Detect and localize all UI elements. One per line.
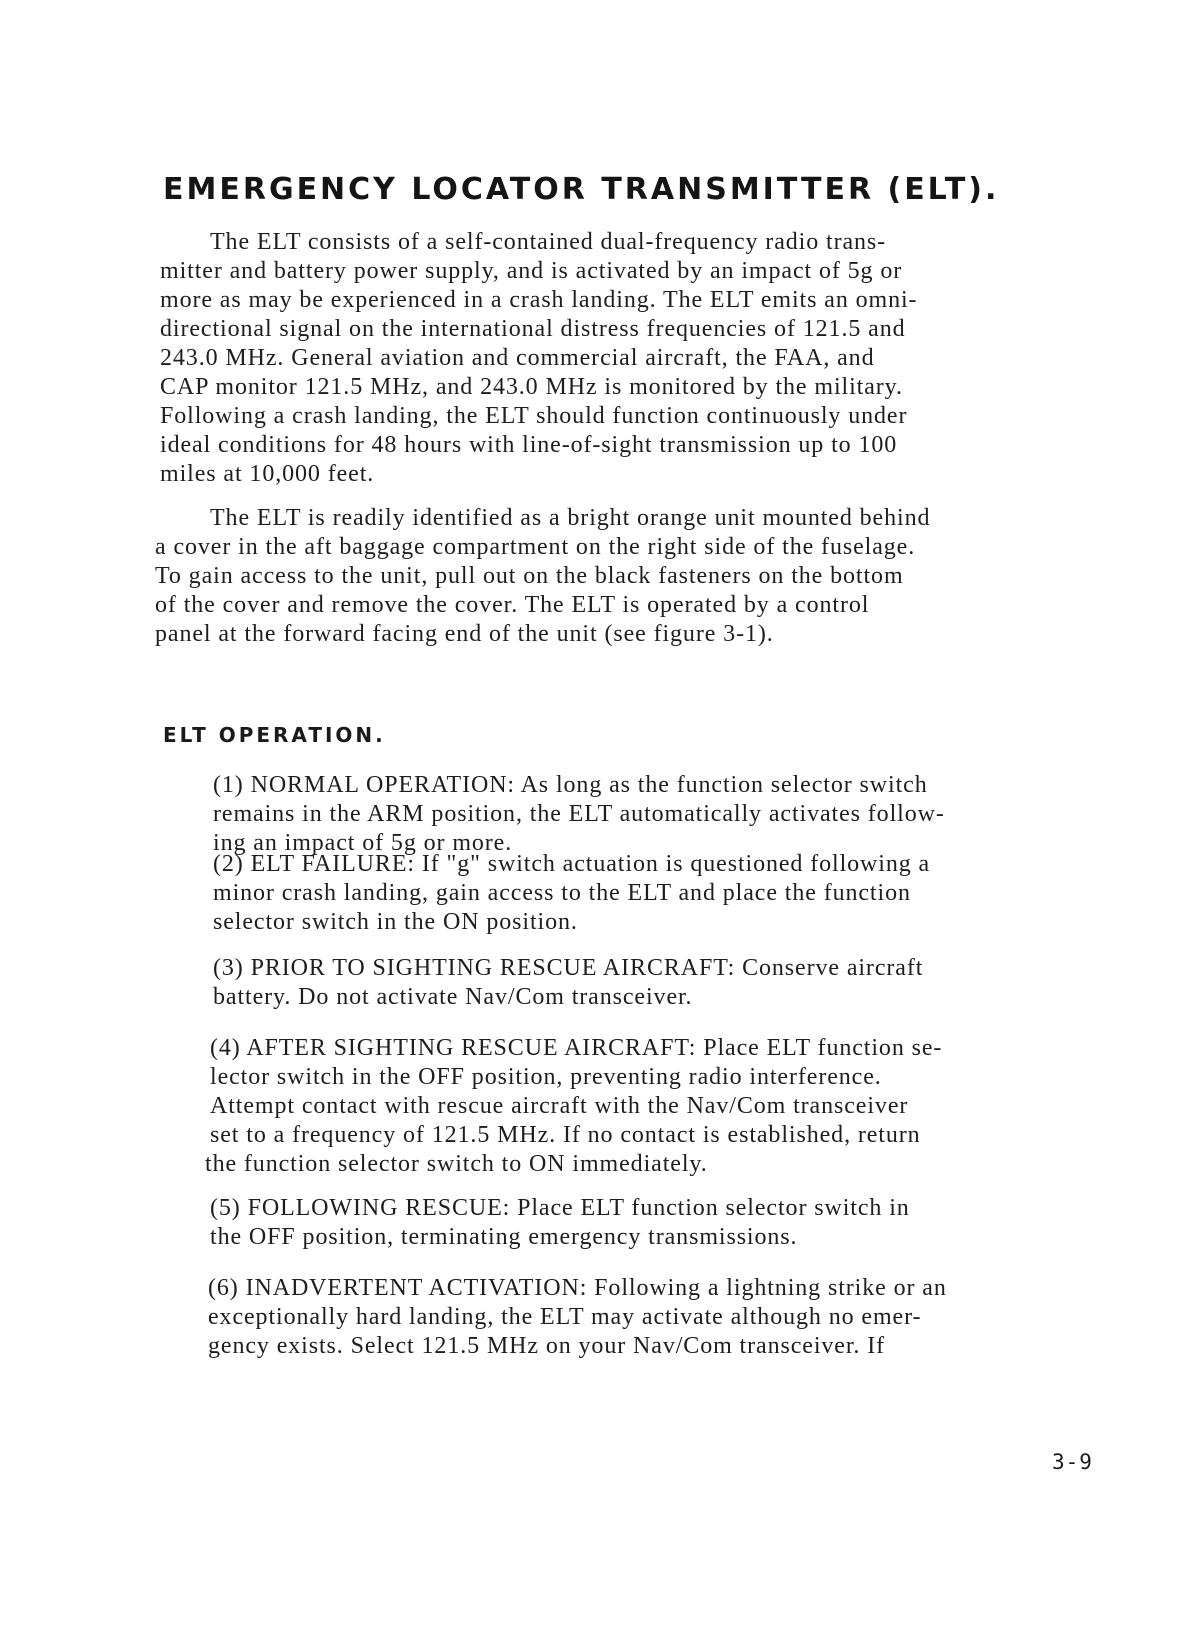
paragraph-line: 243.0 MHz. General aviation and commercial aircraft, the FAA, and xyxy=(160,345,875,371)
item-line: the function selector switch to ON immediately. xyxy=(205,1151,708,1177)
paragraph-line: miles at 10,000 feet. xyxy=(160,461,375,487)
item-line: (4) AFTER SIGHTING RESCUE AIRCRAFT: Place ELT function se- xyxy=(210,1035,943,1061)
paragraph-line: more as may be experienced in a crash landing. The ELT emits an omni- xyxy=(160,287,918,313)
item-line: the OFF position, terminating emergency transmissions. xyxy=(210,1224,798,1250)
item-line: lector switch in the OFF position, preventing radio interference. xyxy=(210,1064,882,1090)
item-line: (1) NORMAL OPERATION: As long as the function selector switch xyxy=(213,772,928,798)
item-line: minor crash landing, gain access to the ELT and place the function xyxy=(213,880,911,906)
item-line: remains in the ARM position, the ELT automatically activates follow- xyxy=(213,801,945,827)
operation-item xyxy=(208,1274,947,1361)
paragraph-line: To gain access to the unit, pull out on the black fasteners on the bottom xyxy=(155,563,904,589)
operation-item xyxy=(210,1194,910,1252)
item-line: gency exists. Select 121.5 MHz on your Nav/Com transceiver. If xyxy=(208,1333,885,1359)
paragraph-line: mitter and battery power supply, and is activated by an impact of 5g or xyxy=(160,258,903,284)
item-line: exceptionally hard landing, the ELT may activate although no emer- xyxy=(208,1304,922,1330)
operation-item xyxy=(205,1034,943,1179)
section-title: EMERGENCY LOCATOR TRANSMITTER (ELT). xyxy=(163,172,1000,207)
paragraph-line: Following a crash landing, the ELT should function continuously under xyxy=(160,403,908,429)
paragraph-line: The ELT consists of a self-contained dual-frequency radio trans- xyxy=(210,229,887,255)
intro-paragraph xyxy=(160,228,917,489)
item-line: Attempt contact with rescue aircraft with the Nav/Com transceiver xyxy=(210,1093,909,1119)
paragraph-line: a cover in the aft baggage compartment on the right side of the fuselage. xyxy=(155,534,916,560)
paragraph-line: ideal conditions for 48 hours with line-of-sight transmission up to 100 xyxy=(160,432,898,458)
item-line: set to a frequency of 121.5 MHz. If no contact is established, return xyxy=(210,1122,921,1148)
paragraph-line: directional signal on the international distress frequencies of 121.5 and xyxy=(160,316,906,342)
item-line: selector switch in the ON position. xyxy=(213,909,578,935)
paragraph-line: panel at the forward facing end of the unit (see figure 3-1). xyxy=(155,621,774,647)
operation-item xyxy=(213,850,930,937)
paragraph-line: of the cover and remove the cover. The ELT is operated by a control xyxy=(155,592,870,618)
item-line: (2) ELT FAILURE: If "g" switch actuation is questioned following a xyxy=(213,851,931,877)
item-line: (5) FOLLOWING RESCUE: Place ELT function selector switch in xyxy=(210,1195,910,1221)
intro-paragraph xyxy=(155,504,930,649)
operation-item xyxy=(213,771,945,858)
paragraph-line: The ELT is readily identified as a bright orange unit mounted behind xyxy=(210,505,931,531)
subsection-title: ELT OPERATION. xyxy=(163,723,386,747)
item-line: ing an impact of 5g or more. xyxy=(213,830,513,856)
page-number: 3-9 xyxy=(1052,1450,1093,1474)
operation-item xyxy=(213,954,923,1012)
paragraph-line: CAP monitor 121.5 MHz, and 243.0 MHz is monitored by the military. xyxy=(160,374,903,400)
item-line: battery. Do not activate Nav/Com transceiver. xyxy=(213,984,693,1010)
item-line: (6) INADVERTENT ACTIVATION: Following a lightning strike or an xyxy=(208,1275,947,1301)
item-line: (3) PRIOR TO SIGHTING RESCUE AIRCRAFT: Conserve aircraft xyxy=(213,955,924,981)
